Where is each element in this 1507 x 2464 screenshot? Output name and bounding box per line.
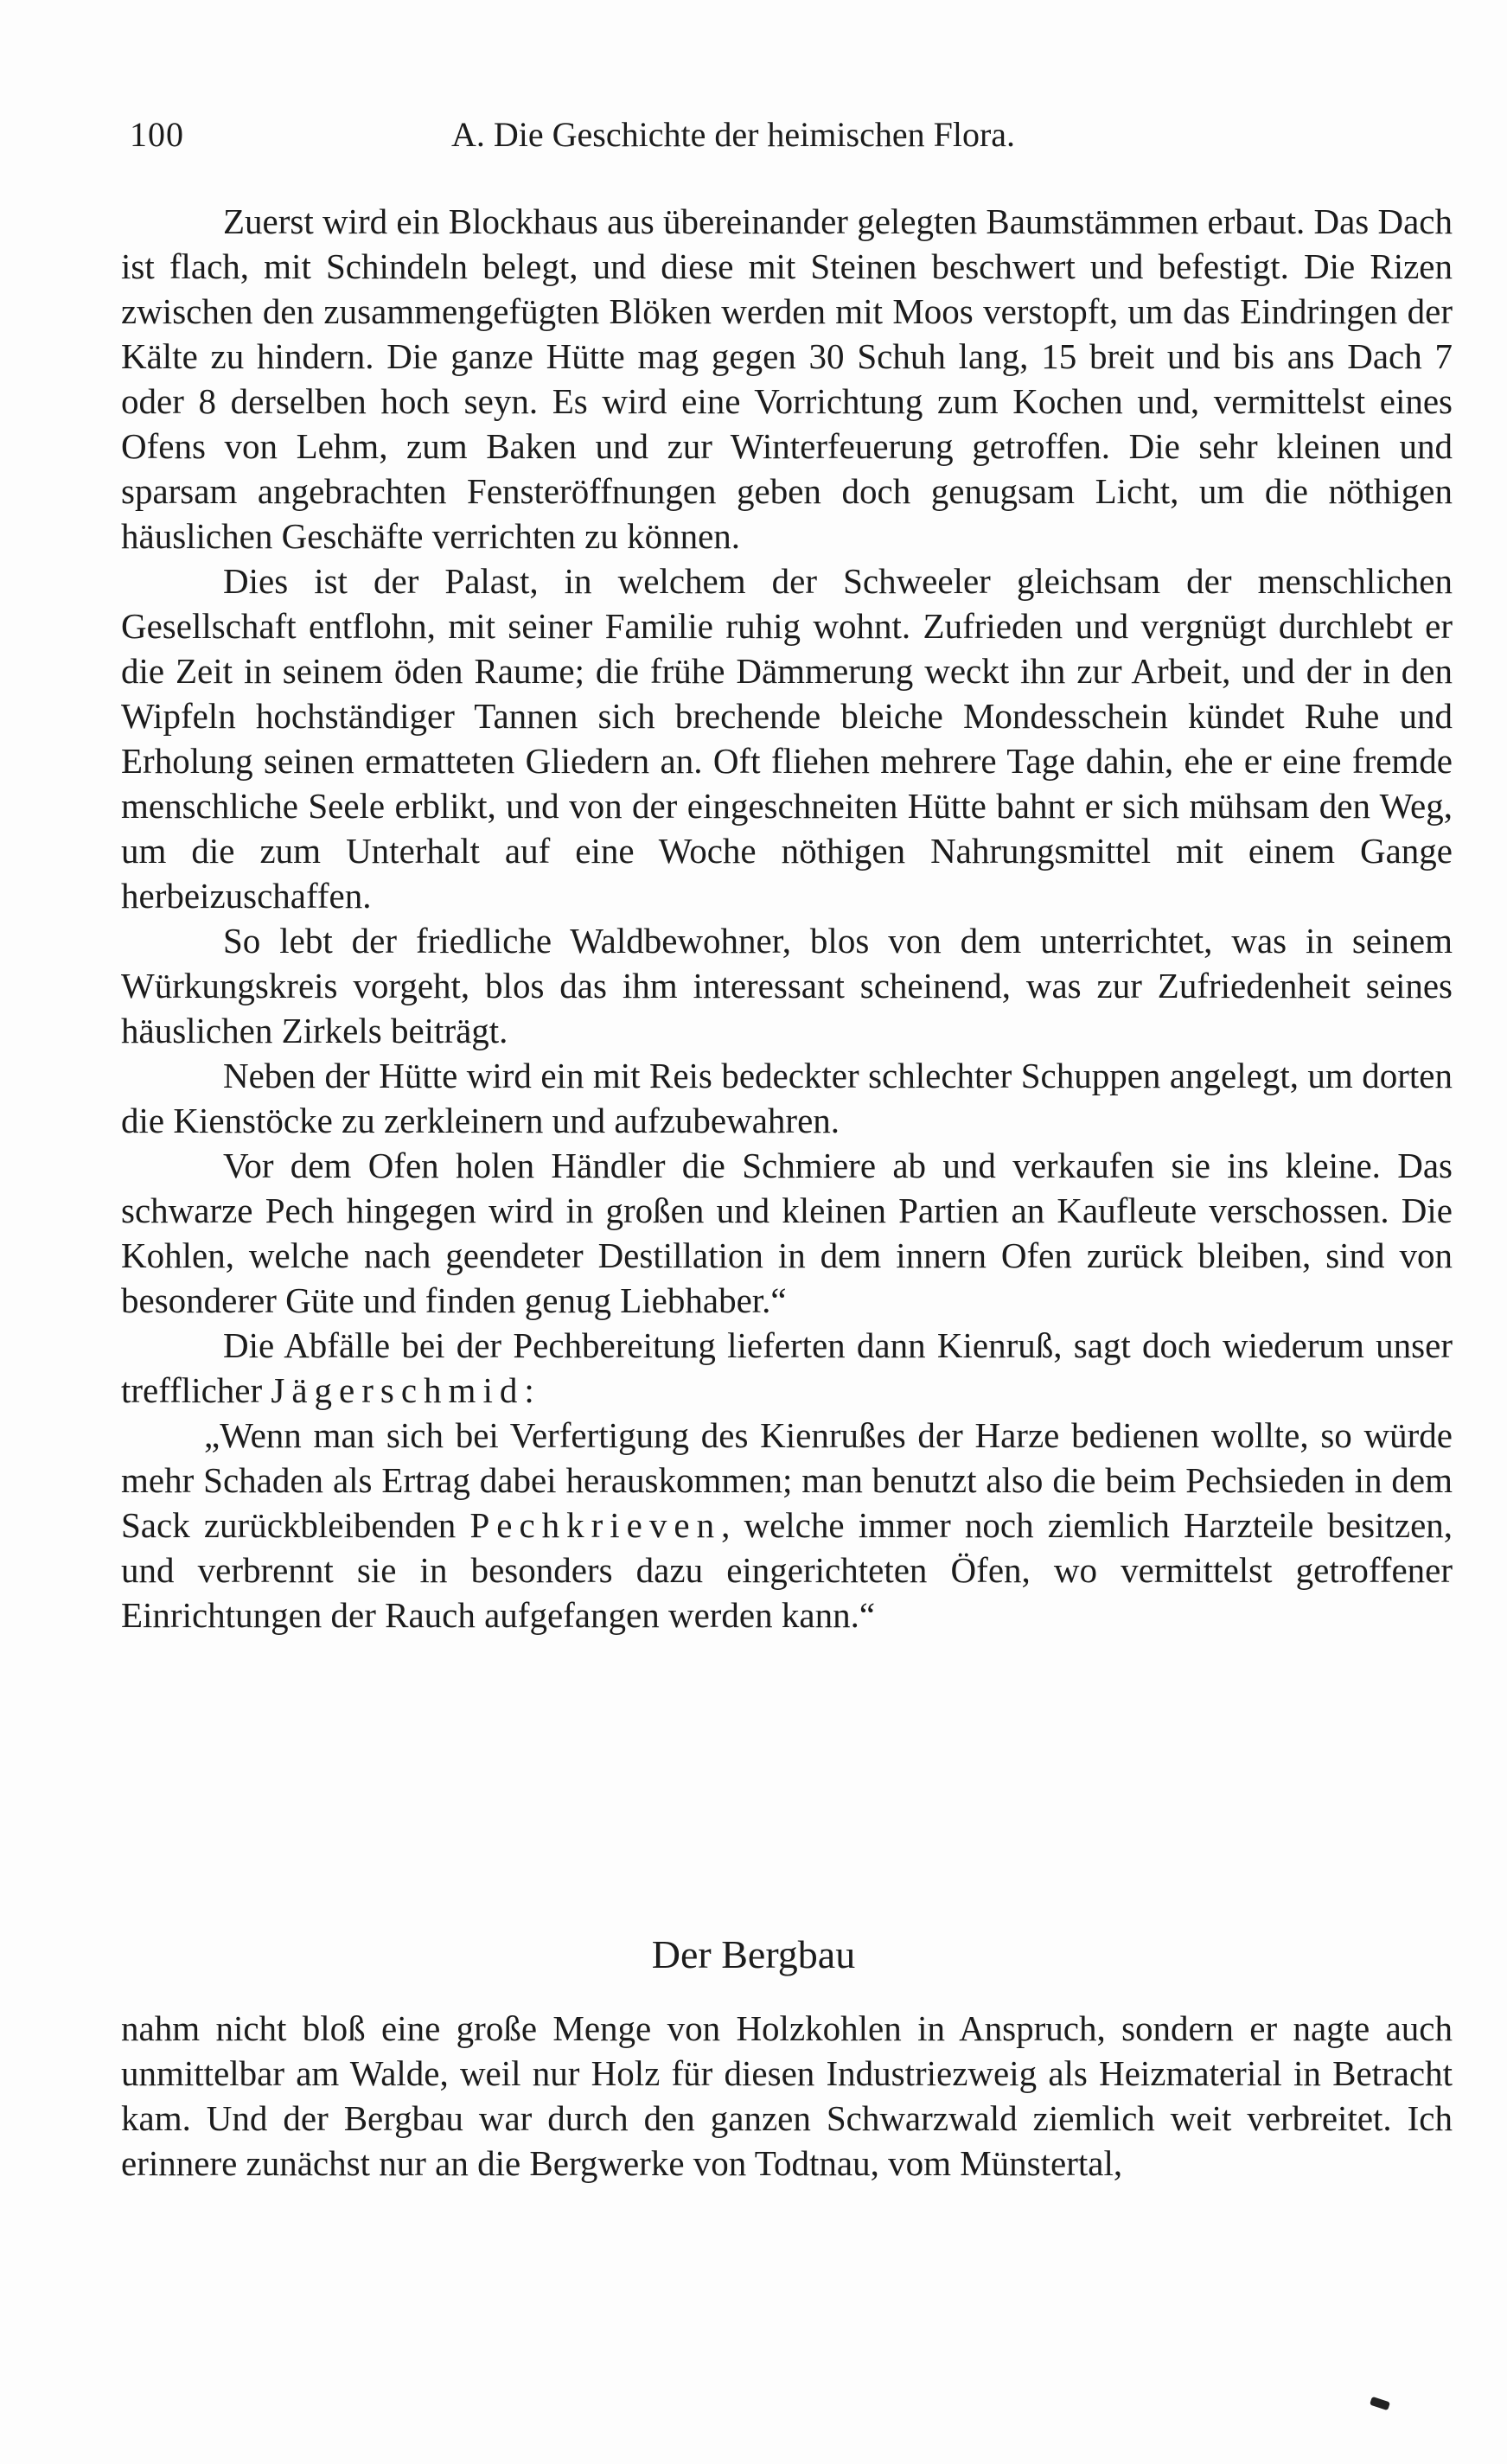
paragraph-palast: Dies ist der Palast, in welchem der Schweeler gleichsam der menschlichen Gesellschaft entflohn, mit seiner Familie ruhig wohnt. Zufrieden und vergnügt durchlebt er die Zeit in seinem öden Raume; die frühe Dämmerung weckt ihn zur Arbeit, und der in den Wipfeln hochständiger Tannen sich brechende bleiche Mondesschein kündet Ruhe und Erholung seinen ermatteten Gliedern an. Oft fliehen mehrere Tage dahin, ehe er eine fremde menschliche Seele erblikt, und von der eingeschneiten Hütte bahnt er sich mühsam den Weg, um die zum Unterhalt auf eine Woche nöthigen Nahrungsmittel mit einem Gange herbeizuschaffen. — [121, 561, 1453, 916]
paragraph-kienruss-colon: : — [524, 1370, 534, 1410]
paragraph-blockhaus: Zuerst wird ein Blockhaus aus übereinander gelegten Baumstämmen erbaut. Das Dach ist flach, mit Schindeln belegt, und diese mit Steinen beschwert und befestigt. Die Rizen zwischen den zusammengefügten Blöken werden mit Moos verstopft, um das Eindringen der Kälte zu hindern. Die ganze Hütte mag gegen 30 Schuh lang, 15 breit und bis ans Dach 7 oder 8 derselben hoch seyn. Es wird eine Vorrichtung zum Kochen und, vermittelst eines Ofens von Lehm, zum Baken und zur Winterfeuerung getroffen. Die sehr kleinen und sparsam angebrachten Fensteröffnungen geben doch genugsam Licht, um die nöthigen häuslichen Geschäfte verrichten zu können. — [121, 201, 1453, 556]
paragraph-waldbewohner: So lebt der friedliche Waldbewohner, blos von dem unterrichtet, was in seinem Würkungskreis vorgeht, blos das ihm interessant scheinend, was zur Zufriedenheit seines häuslichen Zirkels beiträgt. — [121, 921, 1453, 1050]
paragraph-kienruss — [121, 1323, 1453, 1413]
paragraph-bergbau: nahm nicht bloß eine große Menge von Holzkohlen in Anspruch, sondern er nagte auch unmittelbar am Walde, weil nur Holz für diesen Industriezweig als Heizmaterial in Betracht kam. Und der Bergbau war durch den ganzen Schwarzwald ziemlich weit verbreitet. Ich erinnere zunächst nur an die Bergwerke von Todtnau, vom Münstertal, — [121, 2008, 1453, 2183]
paragraph-haendler: Vor dem Ofen holen Händler die Schmiere ab und verkaufen sie ins kleine. Das schwarze Pech hingegen wird in großen und kleinen Partien an Kaufleute verschossen. Die Kohlen, welche nach geendeter Destillation in dem innern Ofen zurück bleiben, sind von besonderer Güte und finden genug Liebhaber.“ — [121, 1146, 1453, 1320]
body-text — [121, 199, 1453, 1637]
section-heading: Der Bergbau — [651, 1932, 856, 1976]
section-body — [121, 2006, 1453, 2186]
paragraph-quote-rest: , welche immer noch ziemlich Harzteile besitzen, und verbrennt sie in besonders dazu eingerichteten Öfen, wo vermittelst getroffener Einrichtungen der Rauch aufgefangen werden kann.“ — [121, 1505, 1453, 1635]
paragraph-kienruss-text: Die Abfälle bei der Pechbereitung lieferten dann Kienruß, sagt doch wiederum unser trefflicher — [121, 1325, 1453, 1410]
paragraph-quote — [121, 1413, 1453, 1637]
running-head: A. Die Geschichte der heimischen Flora. — [451, 115, 1016, 154]
page-number: 100 — [130, 115, 184, 154]
term-pechkrieven: Pechkrieven — [469, 1505, 722, 1545]
author-name: Jägerschmid — [271, 1370, 525, 1410]
paragraph-schuppen: Neben der Hütte wird ein mit Reis bedeckter schlechter Schuppen angelegt, um dorten die Kienstöcke zu zerkleinern und aufzubewahren. — [121, 1056, 1453, 1140]
paragraph-quote-text: „Wenn man sich bei Verfertigung des Kienrußes der Harze bedienen wollte, so würde mehr Schaden als Ertrag dabei herauskommen; man benutzt also die beim Pechsieden in dem Sack zurückbleibenden — [121, 1415, 1453, 1545]
print-mark — [1370, 2397, 1390, 2410]
page-header — [130, 114, 1340, 166]
